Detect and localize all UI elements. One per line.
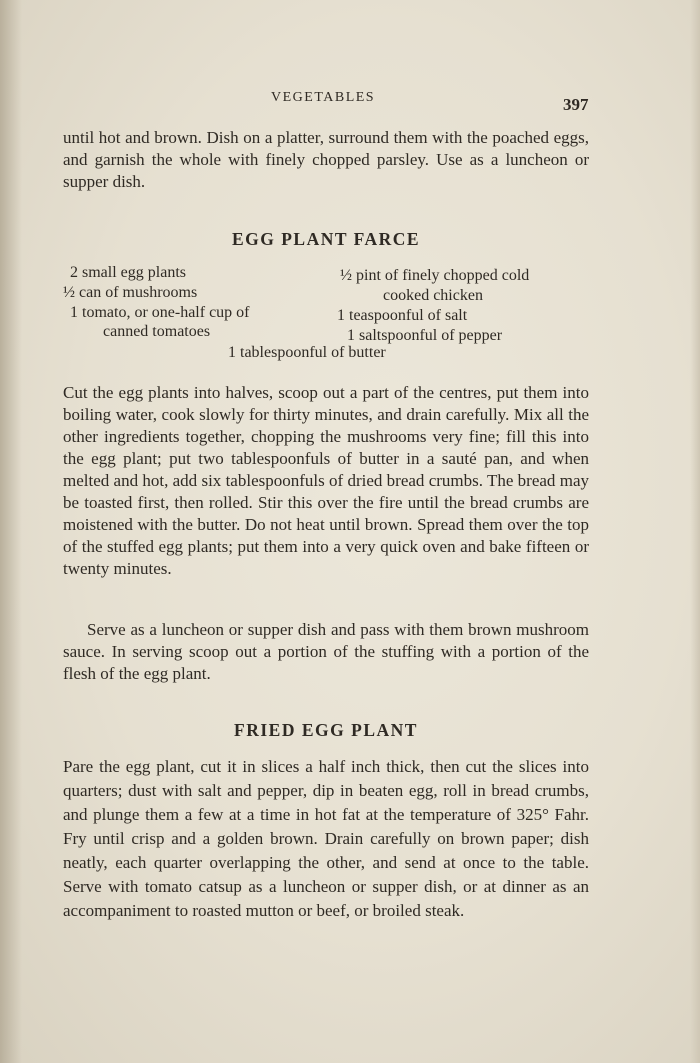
running-head: VEGETABLES — [271, 90, 376, 105]
page-gutter-shadow — [0, 0, 22, 1063]
method-paragraph: Pare the egg plant, cut it in slices a half inch thick, then cut the slices into quarters; dust with salt and pepper, dip in beaten egg, roll in bread crumbs, and plunge them a few at a time in hot fat at the temperature of 325° Fahr. Fry until crisp and a golden brown. Drain carefully on brown paper; dish neatly, each quarter overlapping the other, and send at once to the table. Serve with tomato catsup as a luncheon or supper dish, or at dinner as an accompaniment to roasted mutton or beef, or broiled steak. — [63, 757, 589, 920]
ingredient-item: 1 teaspoonful of salt — [337, 307, 468, 324]
ingredient-item: canned tomatoes — [103, 323, 211, 340]
ingredient-item: 1 tomato, or one-half cup of — [70, 304, 250, 321]
page-number: 397 — [563, 95, 589, 114]
recipe-title-egg-plant-farce: EGG PLANT FARCE — [231, 229, 421, 249]
intro-paragraph: until hot and brown. Dish on a platter, surround them with the poached eggs, and garnish the whole with finely chopped parsley. Use as a luncheon or supper dish. — [63, 128, 589, 191]
ingredient-item: ½ pint of finely chopped cold — [340, 267, 530, 284]
ingredient-item: 1 tablespoonful of butter — [228, 344, 386, 361]
page-edge-shadow — [690, 0, 700, 1063]
ingredient-item: cooked chicken — [383, 287, 483, 304]
serving-paragraph: Serve as a luncheon or supper dish and pass with them brown mushroom sauce. In serving scoop out a portion of the stuffing with a portion of the flesh of the egg plant. — [63, 620, 589, 683]
ingredient-item: 2 small egg plants — [70, 264, 186, 281]
ingredient-item: 1 saltspoonful of pepper — [347, 327, 503, 344]
ingredient-item: ½ can of mushrooms — [63, 284, 198, 301]
recipe-title-fried-egg-plant: FRIED EGG PLANT — [234, 720, 418, 740]
method-paragraph: Cut the egg plants into halves, scoop out a part of the centres, put them into boiling water, cook slowly for thirty minutes, and drain carefully. Mix all the other ingredients together, chopping the mushrooms very fine; fill this into the egg plant; put two tablespoonfuls of butter in a sauté pan, and when melted and hot, add six tablespoonfuls of dried bread crumbs. The bread may be toasted first, then rolled. Stir this over the fire until the bread crumbs are moistened with the butter. Do not heat until brown. Spread them over the top of the stuffed egg plants; put them into a very quick oven and bake fifteen or twenty minutes. — [63, 383, 589, 578]
